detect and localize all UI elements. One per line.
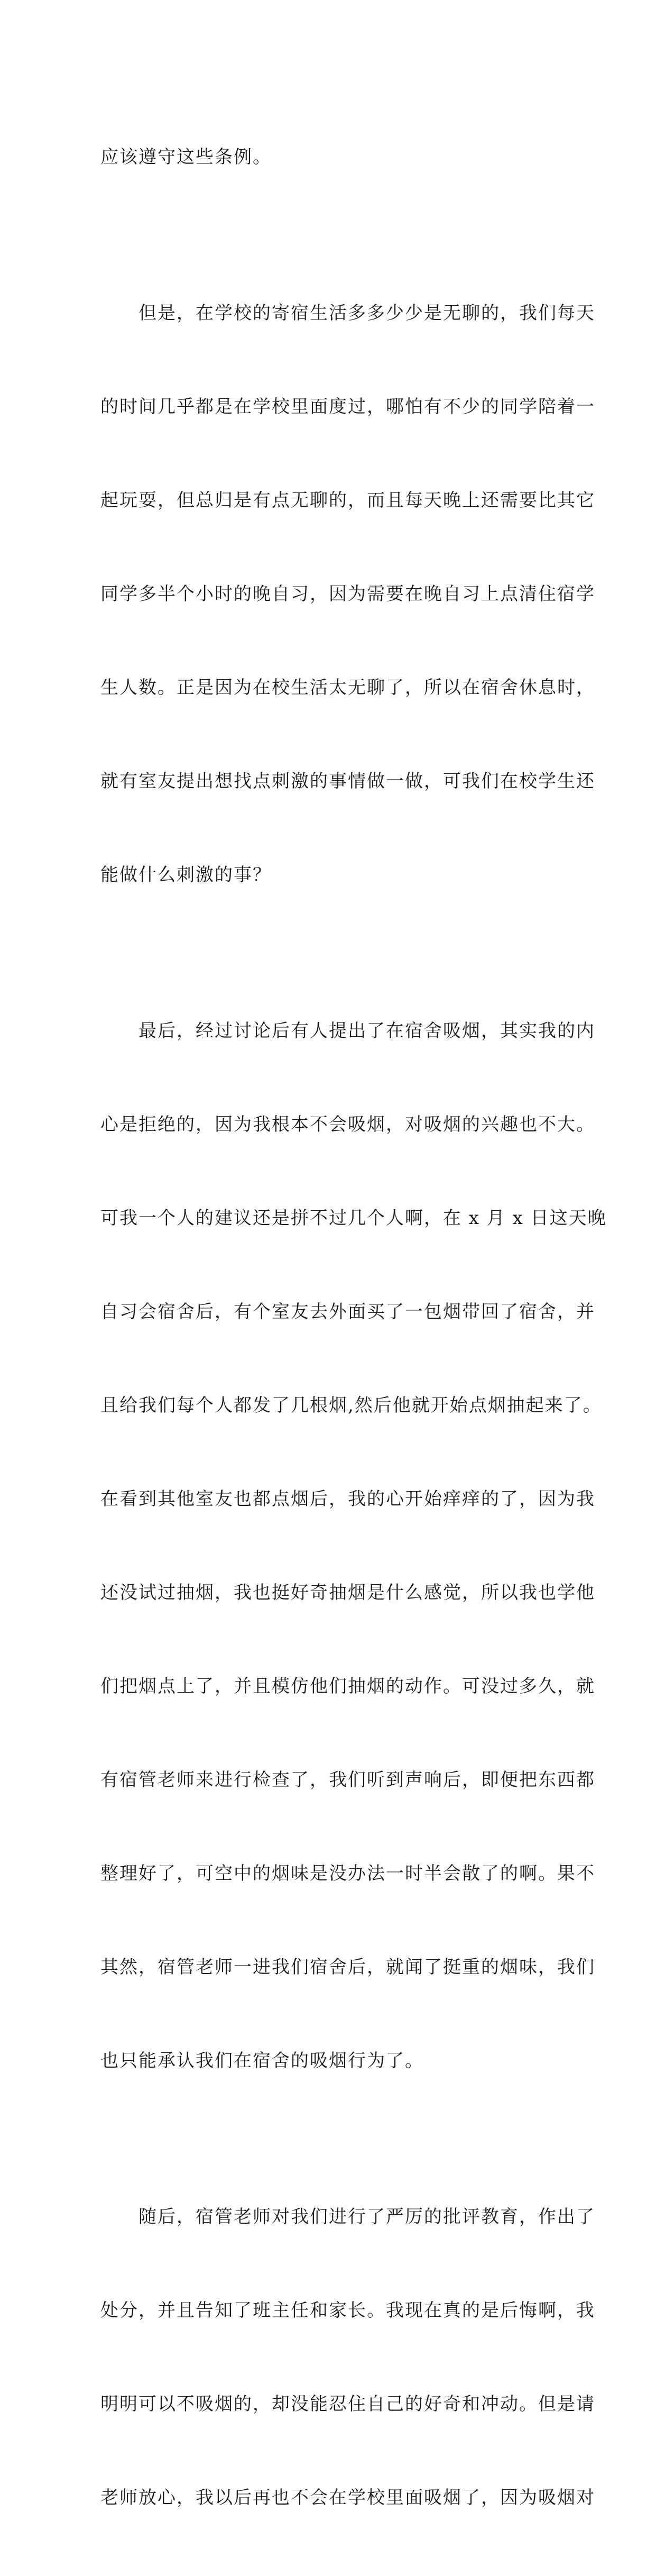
text-line: 就有室友提出想找点刺激的事情做一做，可我们在校学生还 (100, 771, 595, 792)
text-line: 其然，宿管老师一进我们宿舍后，就闻了挺重的烟味，我们 (100, 1957, 595, 1978)
text-line: 整理好了，可空中的烟味是没办法一时半会散了的啊。果不 (100, 1863, 595, 1884)
text-line: 的时间几乎都是在学校里面度过，哪怕有不少的同学陪着一 (100, 396, 595, 417)
text-line: 最后，经过讨论后有人提出了在宿舍吸烟，其实我的内 (100, 1020, 595, 1042)
text-line: 有宿管老师来进行检查了，我们听到声响后，即便把东西都 (100, 1769, 595, 1791)
paragraph-1 (100, 79, 566, 235)
text-line: 自习会宿舍后，有个室友去外面买了一包烟带回了宿舍，并 (100, 1301, 595, 1322)
text-line: 能做什么刺激的事？ (100, 864, 272, 885)
text-line: 老师放心，我以后再也不会在学校里面吸烟了，因为吸烟对 (100, 2487, 595, 2508)
text-line: 还没试过抽烟，我也挺好奇抽烟是什么感觉，所以我也学他 (100, 1582, 595, 1603)
paragraph-2 (100, 235, 595, 953)
text-line: 且给我们每个人都发了几根烟,然后他就开始点烟抽起来了。 (100, 1395, 602, 1416)
text-line: 处分，并且告知了班主任和家长。我现在真的是后悔啊，我 (100, 2300, 595, 2321)
text-line: 们把烟点上了，并且模仿他们抽烟的动作。可没过多久，就 (100, 1676, 595, 1697)
paragraph-3 (100, 953, 607, 2139)
text-line: 可我一个人的建议还是拼不过几个人啊，在 x 月 x 日这天晚 (100, 1208, 607, 1229)
text-line: 心是拒绝的，因为我根本不会吸烟，对吸烟的兴趣也不大。 (100, 1114, 595, 1135)
text-line: 起玩耍，但总归是有点无聊的，而且每天晚上还需要比其它 (100, 490, 595, 511)
document-body (100, 79, 607, 2576)
text-line: 在看到其他室友也都点烟后，我的心开始痒痒的了，因为我 (100, 1488, 595, 1510)
text-line: 明明可以不吸烟的，却没能忍住自己的好奇和冲动。但是请 (100, 2394, 595, 2415)
text-line: 应该遵守这些条例。 (100, 147, 272, 168)
text-line: 同学多半个小时的晚自习，因为需要在晚自习上点清住宿学 (100, 583, 595, 605)
text-line: 但是，在学校的寄宿生活多多少少是无聊的，我们每天 (100, 303, 595, 324)
text-line: 生人数。正是因为在校生活太无聊了，所以在宿舍休息时， (100, 677, 595, 698)
paragraph-4 (100, 2139, 595, 2576)
text-line: 也只能承认我们在宿舍的吸烟行为了。 (100, 2050, 424, 2071)
text-line: 随后，宿管老师对我们进行了严厉的批评教育，作出了 (100, 2206, 595, 2227)
